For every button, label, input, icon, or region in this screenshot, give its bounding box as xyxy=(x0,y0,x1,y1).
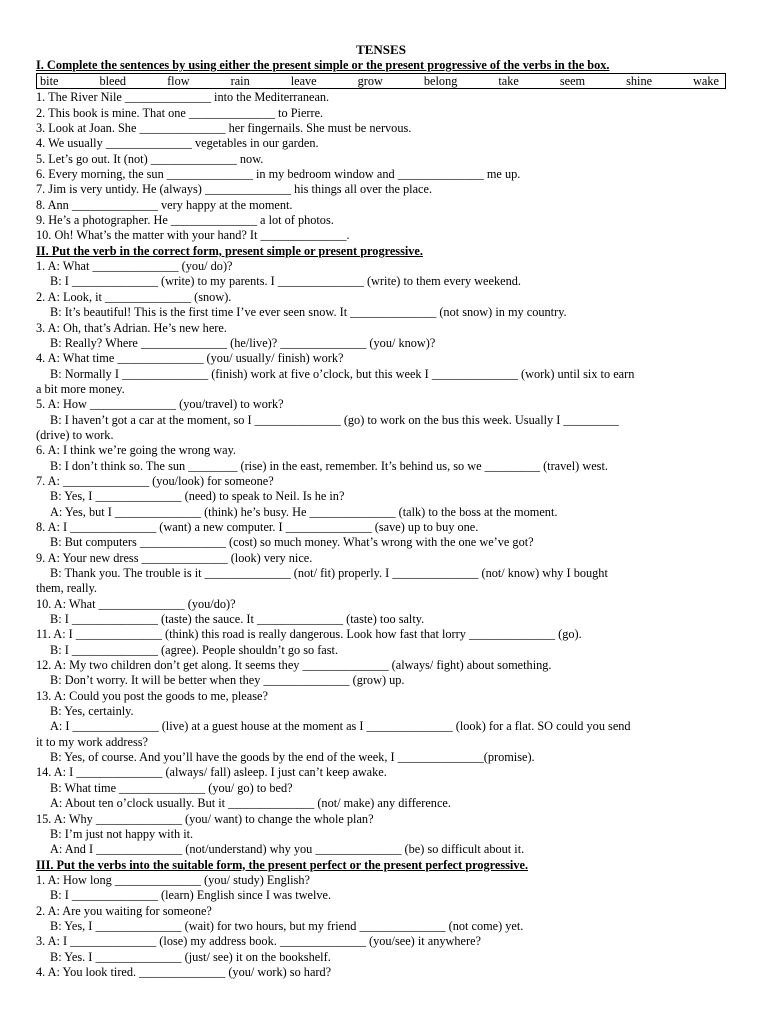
exercise-line: B: It’s beautiful! This is the first time I’ve ever seen snow. It ______________ (not snow) in my country. xyxy=(50,305,567,320)
exercise-line: 4. A: What time ______________ (you/ usually/ finish) work? xyxy=(36,351,344,366)
exercise-line: B: Yes, I ______________ (need) to speak to Neil. Is he in? xyxy=(50,489,345,504)
exercise-lines xyxy=(36,90,726,243)
exercise-line: 4. We usually ______________ vegetables in our garden. xyxy=(36,136,319,151)
word-box-item: flow xyxy=(167,74,190,89)
exercise-line: B: What time ______________ (you/ go) to bed? xyxy=(50,780,293,795)
exercise-line: B: Yes. I ______________ (just/ see) it on the bookshelf. xyxy=(50,949,331,964)
exercise-line: B: Yes, of course. And you’ll have the goods by the end of the week, I ______________(promise). xyxy=(50,750,535,765)
worksheet xyxy=(36,42,726,980)
exercise-line: B: I don’t think so. The sun ________ (rise) in the east, remember. It’s behind us, so we _________ (travel) west. xyxy=(50,458,608,473)
exercise-line: B: But computers ______________ (cost) so much money. What’s wrong with the one we’ve got? xyxy=(50,535,534,550)
exercise-line: 11. A: I ______________ (think) this road is really dangerous. Look how fast that lorry ______________ (go). xyxy=(36,627,582,642)
section-3 xyxy=(36,858,726,981)
word-box xyxy=(36,73,726,89)
exercise-lines xyxy=(36,873,726,980)
exercise-line: B: Thank you. The trouble is it ______________ (not/ fit) properly. I ______________ (not/ know) why I bought xyxy=(50,566,608,580)
exercise-line: 7. Jim is very untidy. He (always) ______________ his things all over the place. xyxy=(36,182,433,197)
exercise-line: 6. Every morning, the sun ______________ in my bedroom window and ______________ me up. xyxy=(36,167,521,182)
section-2 xyxy=(36,244,726,858)
word-box-item: grow xyxy=(357,74,383,89)
exercise-line: 12. A: My two children don’t get along. It seems they ______________ (always/ fight) about something. xyxy=(36,658,552,673)
page-title: TENSES xyxy=(356,42,406,57)
exercise-line: them, really. xyxy=(36,581,98,596)
exercise-line: 1. The River Nile ______________ into the Mediterranean. xyxy=(36,90,330,105)
exercise-line: 6. A: I think we’re going the wrong way. xyxy=(36,443,237,458)
exercise-line: B: I ______________ (taste) the sauce. It ______________ (taste) too salty. xyxy=(50,612,425,627)
exercise-line: B: Yes, certainly. xyxy=(50,704,134,719)
exercise-lines xyxy=(36,259,726,857)
word-box-item: bite xyxy=(40,74,59,89)
exercise-line: B: I ______________ (agree). People shouldn’t go so fast. xyxy=(50,642,339,657)
exercise-line: B: Yes, I ______________ (wait) for two hours, but my friend ______________ (not come) yet. xyxy=(50,918,524,933)
exercise-line: 7. A: ______________ (you/look) for someone? xyxy=(36,473,274,488)
exercise-line: B: Don’t worry. It will be better when they ______________ (grow) up. xyxy=(50,673,405,688)
exercise-line: it to my work address? xyxy=(36,734,149,749)
exercise-line: 3. A: Oh, that’s Adrian. He’s new here. xyxy=(36,320,227,335)
exercise-line: 14. A: I ______________ (always/ fall) asleep. I just can’t keep awake. xyxy=(36,765,387,780)
exercise-line: 4. A: You look tired. ______________ (you/ work) so hard? xyxy=(36,964,332,979)
exercise-line: 8. A: I ______________ (want) a new computer. I ______________ (save) up to buy one. xyxy=(36,519,479,534)
exercise-line: A: I ______________ (live) at a guest house at the moment as I ______________ (look) for a flat. SO could you send xyxy=(50,719,631,734)
exercise-line: 5. A: How ______________ (you/travel) to work? xyxy=(36,397,284,412)
word-box-item: belong xyxy=(423,74,458,89)
exercise-line: 8. Ann ______________ very happy at the moment. xyxy=(36,197,293,212)
exercise-line: B: Normally I ______________ (finish) work at five o’clock, but this week I ______________ (work) until six to earn xyxy=(50,366,635,381)
word-box-item: seem xyxy=(559,74,586,89)
exercise-line: 10. A: What ______________ (you/do)? xyxy=(36,596,236,611)
section-heading: III. Put the verbs into the suitable form, the present perfect or the present perfect progressive. xyxy=(36,857,529,872)
word-box-item: take xyxy=(498,74,519,89)
exercise-line: 1. A: How long ______________ (you/ study) English? xyxy=(36,872,310,887)
exercise-line: B: I haven’t got a car at the moment, so I ______________ (go) to work on the bus this week. Usually I _________ xyxy=(50,412,619,427)
exercise-line: B: I ______________ (write) to my parents. I ______________ (write) to them every weekend. xyxy=(50,274,521,289)
exercise-line: 15. A: Why ______________ (you/ want) to change the whole plan? xyxy=(36,811,374,826)
exercise-line: B: I ______________ (learn) English since I was twelve. xyxy=(50,888,332,903)
word-box-item: shine xyxy=(626,74,653,89)
exercise-line: A: About ten o’clock usually. But it ______________ (not/ make) any difference. xyxy=(50,796,451,811)
exercise-line: 3. A: I ______________ (lose) my address book. ______________ (you/see) it anywhere? xyxy=(36,934,482,949)
word-box-item: rain xyxy=(230,74,250,89)
exercise-line: 10. Oh! What’s the matter with your hand? It ______________. xyxy=(36,228,350,243)
exercise-line: 5. Let’s go out. It (not) ______________ now. xyxy=(36,151,264,166)
exercise-line: A: And I ______________ (not/understand) why you ______________ (be) so difficult about it. xyxy=(50,842,525,857)
exercise-line: 3. Look at Joan. She ______________ her fingernails. She must be nervous. xyxy=(36,121,412,136)
exercise-line: 2. A: Are you waiting for someone? xyxy=(36,903,212,918)
word-box-item: bleed xyxy=(99,74,127,89)
exercise-line: 9. He’s a photographer. He ______________ a lot of photos. xyxy=(36,213,334,228)
exercise-line: B: I’m just not happy with it. xyxy=(50,826,194,841)
section-1 xyxy=(36,58,726,244)
exercise-line: a bit more money. xyxy=(36,381,125,396)
exercise-line: 1. A: What ______________ (you/ do)? xyxy=(36,259,233,274)
exercise-line: 13. A: Could you post the goods to me, please? xyxy=(36,688,268,703)
word-box-item: wake xyxy=(693,74,719,89)
exercise-line: 9. A: Your new dress ______________ (look) very nice. xyxy=(36,550,313,565)
section-heading: II. Put the verb in the correct form, present simple or present progressive. xyxy=(36,243,423,258)
exercise-line: B: Really? Where ______________ (he/live)? ______________ (you/ know)? xyxy=(50,335,436,350)
section-heading: I. Complete the sentences by using either the present simple or the present progressive of the verbs in the box. xyxy=(36,58,610,72)
exercise-line: (drive) to work. xyxy=(36,427,114,442)
exercise-line: A: Yes, but I ______________ (think) he’s busy. He ______________ (talk) to the boss at the moment. xyxy=(50,504,558,519)
exercise-line: 2. This book is mine. That one ______________ to Pierre. xyxy=(36,105,324,120)
word-box-item: leave xyxy=(290,74,317,89)
exercise-line: 2. A: Look, it ______________ (snow). xyxy=(36,289,232,304)
